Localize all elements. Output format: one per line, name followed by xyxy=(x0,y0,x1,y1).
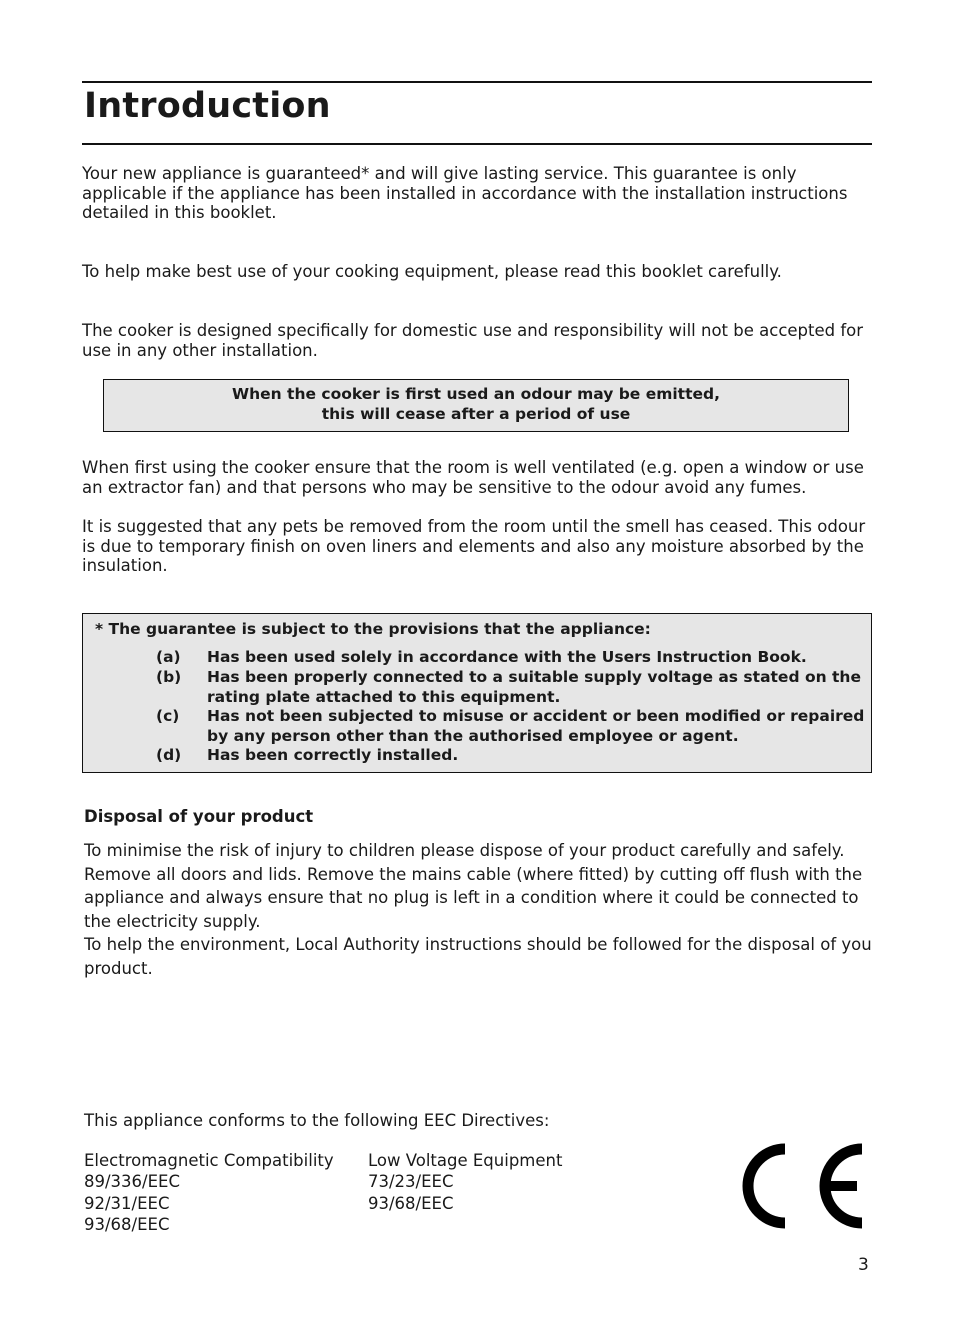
guarantee-heading: * The guarantee is subject to the provisions that the appliance: xyxy=(95,620,651,638)
directive-code: 92/31/EEC xyxy=(84,1193,170,1213)
ventilation-paragraph-2: It is suggested that any pets be removed from the room until the smell has ceased. This odour is due to temporary finish on oven liners and elements and also any moisture absorbed by the insulation. xyxy=(82,517,866,576)
title-rule-top xyxy=(82,81,872,83)
guarantee-item-text: Has not been subjected to misuse or accident or been modified or repaired by any person other than the authorised employee or agent. xyxy=(207,707,865,745)
title-rule-bottom xyxy=(82,143,872,145)
disposal-paragraph-1: To minimise the risk of injury to children please dispose of your product carefully and safely. Remove all doors and lids. Remove the mains cable (where fitted) by cutting off flush with the appliance and always ensure that no plug is left in a condition where it could be connected to the electricity supply. xyxy=(84,841,863,931)
guarantee-item-text: Has been correctly installed. xyxy=(207,746,459,764)
guarantee-item-text: Has been properly connected to a suitable supply voltage as stated on the rating plate attached to this equipment. xyxy=(207,668,861,706)
directives-column-heading: Electromagnetic Compatibility xyxy=(84,1151,334,1170)
directives-column-heading: Low Voltage Equipment xyxy=(368,1151,563,1170)
directives-column-emc xyxy=(84,1150,364,1235)
odour-notice-box xyxy=(103,379,849,432)
ventilation-paragraph-1: When first using the cooker ensure that the room is well ventilated (e.g. open a window or use an extractor fan) and that persons who may be sensitive to the odour avoid any fumes. xyxy=(82,458,864,497)
page-title: Introduction xyxy=(84,86,331,126)
page-number: 3 xyxy=(858,1255,869,1275)
directive-code: 93/68/EEC xyxy=(368,1193,454,1213)
directive-code: 73/23/EEC xyxy=(368,1172,454,1192)
intro-paragraph-1: Your new appliance is guaranteed* and will give lasting service. This guarantee is only applicable if the appliance has been installed in accordance with the installation instructions detailed in this booklet. xyxy=(82,164,848,223)
directives-intro: This appliance conforms to the following EEC Directives: xyxy=(84,1111,550,1130)
directive-code: 89/336/EEC xyxy=(84,1172,180,1192)
odour-notice-line-2: this will cease after a period of use xyxy=(321,404,631,423)
directive-code: 93/68/EEC xyxy=(84,1214,170,1234)
disposal-heading: Disposal of your product xyxy=(84,807,314,826)
guarantee-box xyxy=(82,613,872,773)
directives-column-lve xyxy=(368,1150,608,1214)
guarantee-item-letter: (b) xyxy=(156,668,182,686)
odour-notice-line-1: When the cooker is first used an odour may be emitted, xyxy=(231,385,720,403)
disposal-paragraph-2: To help the environment, Local Authority instructions should be followed for the disposal of you product. xyxy=(84,935,872,978)
intro-paragraph-2: To help make best use of your cooking equipment, please read this booklet carefully. xyxy=(82,262,782,281)
guarantee-item-text: Has been used solely in accordance with the Users Instruction Book. xyxy=(207,648,807,666)
guarantee-item-letter: (a) xyxy=(156,648,181,666)
guarantee-item-letter: (d) xyxy=(156,746,182,764)
ce-mark-icon xyxy=(735,1141,865,1231)
intro-paragraph-3: The cooker is designed specifically for domestic use and responsibility will not be accepted for use in any other installation. xyxy=(82,321,864,360)
guarantee-item-letter: (c) xyxy=(156,707,180,725)
